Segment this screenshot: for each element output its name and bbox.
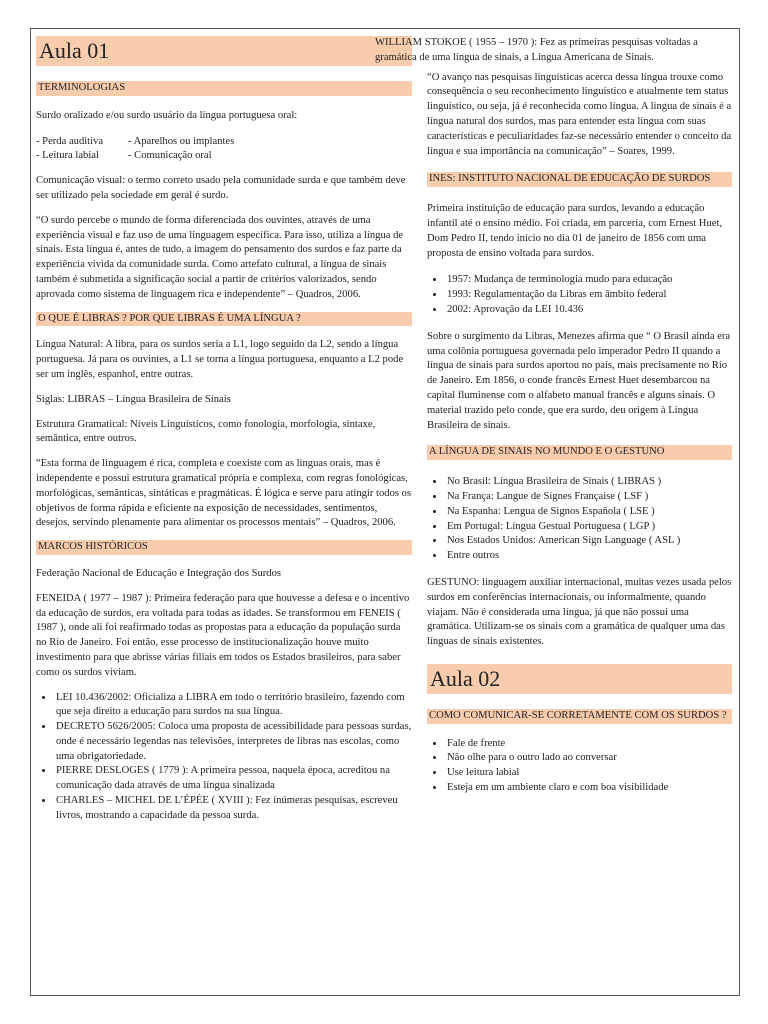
section-heading-comunicar: COMO COMUNICAR-SE CORRETAMENTE COM OS SURDOS ? — [427, 709, 732, 724]
list-item: • Na Espanha: Lengua de Signos Española ( LSE ) — [445, 505, 732, 520]
list-item: • Esteja em um ambiente claro e com boa visibilidade — [445, 781, 732, 796]
list-item-comunicacao-oral: - Comunicação oral — [128, 150, 212, 162]
list-item-perda-auditiva: - Perda auditiva — [36, 135, 104, 147]
gestuno-paragraph: GESTUNO: linguagem auxiliar internacional, muitas vezes usada pelos surdos em conferências internacionais, ou informalmente, quando viajam. Não é considerada uma língua, já que não possui uma gramática. Utilizam-se os sinais com a gramática de qualquer uma das línguas de sinais existentes. — [427, 576, 732, 648]
lingua-natural-paragraph: Língua Natural: A libra, para os surdos seria a L1, logo seguido da L2, sendo a língua portuguesa. Já para os ouvintes, a L1 se torna a língua portuguesa, enquanto a L2 pode ser um inglês, espanhol, entre outras. — [36, 339, 404, 380]
left-column — [36, 29, 412, 824]
list-item: • Nos Estados Unidos: American Sign Language ( ASL ) — [445, 534, 732, 549]
list-item: • No Brasil: Língua Brasileira de Sinais ( LIBRAS ) — [445, 475, 732, 490]
list-item: • 1993: Regulamentação da Libras em âmbito federal — [445, 288, 732, 303]
quadros-quote-1: “O surdo percebe o mundo de forma diferenciada dos ouvintes, através de uma experiência visual e faz uso de uma linguagem específica. Para isso, utiliza a língua de sinais. Esta língua é, antes de tudo, a imagem do pensamento dos surdos e faz parte da experiência vivida da comunidade surda. Como artefato cultural, a língua de sinais também é submetida a significação social a partir de critérios valorizados, sendo aprovada como sistema de linguagem rica e independente” – Quadros, 2006. — [36, 214, 404, 300]
right-column — [375, 29, 732, 796]
ines-list — [427, 273, 732, 317]
list-item: • Não olhe para o outro lado ao conversar — [445, 751, 732, 766]
list-item: • Fale de frente — [445, 737, 732, 752]
list-item: • Entre outros — [445, 549, 732, 564]
ines-paragraph: Primeira instituição de educação para surdos, levando a educação infantil até o ensino médio. Foi criada, em parceria, com Ernest Huet, Dom Pedro II, tendo início no dia 01 de janeiro de 1856 com uma proposta de ensino voltada para surdos. — [427, 203, 723, 259]
terminologias-intro: Surdo oralizado e/ou surdo usuário da língua portuguesa oral: — [36, 109, 298, 121]
lesson-title-aula-02: Aula 02 — [427, 664, 732, 694]
section-heading-ines: INES: INSTITUTO NACIONAL DE EDUCAÇÃO DE SURDOS — [427, 172, 732, 187]
lesson-title-aula-01: Aula 01 — [36, 36, 412, 66]
federacao-paragraph: Federação Nacional de Educação e Integração dos Surdos — [36, 567, 282, 579]
document-page — [30, 28, 740, 996]
marcos-list — [36, 691, 412, 824]
list-item: • Use leitura labial — [445, 766, 732, 781]
estrutura-paragraph: Estrutura Gramatical: Níveis Linguísticos, como fonologia, morfologia, sintaxe, semântica, entre outros. — [36, 418, 376, 445]
section-heading-libras: O QUE É LIBRAS ? POR QUE LIBRAS É UMA LÍNGUA ? — [36, 312, 412, 327]
list-item: • 2002: Aprovação da LEI 10.436 — [445, 303, 732, 318]
terminologias-list-row-1 — [36, 135, 412, 150]
menezes-paragraph: Sobre o surgimento da Libras, Menezes afirma que “ O Brasil ainda era uma colônia portuguesa governada pelo imperador Pedro II quando a língua de sinais para surdos aportou no país, mais precisamente no Rio de Janeiro. Em 1856, o conde francês Ernest Huet desembarcou na capital fluminense com o alfabeto manual francês e alguns sinais. O material trazido pelo conde, que era surdo, deu origem à Língua Brasileira de sinais. — [427, 330, 731, 431]
quadros-quote-2: “Esta forma de linguagem é rica, completa e coexiste com as línguas orais, mas é independente e possui estrutura gramatical própria e complexa, com regras fonológicas, morfológicas, semânticas, sintáticas e pragmáticas. É lógica e serve para atingir todos os objetivos de forma rápida e eficiente na exposição de necessidades, sentimentos, desejos, servindo plenamente para alimentar os processos mentais” – Quadros, 2006. — [36, 458, 412, 529]
comunicar-list — [427, 737, 732, 796]
list-item: • Em Portugal: Língua Gestual Portuguesa ( LGP ) — [445, 520, 732, 535]
list-item: • PIERRE DESLOGES ( 1779 ): A primeira pessoa, naquela época, acreditou na comunicação dada através de uma língua sinalizada — [54, 764, 412, 794]
terminologias-list-row-2 — [36, 149, 412, 164]
feneida-paragraph: FENEIDA ( 1977 – 1987 ): Primeira federação para que houvesse a defesa e o incentivo da educação de surdos, era voltada para todas as idades. Se transformou em FENEIS ( 1987 ), onde ali foi reafirmado todas as propostas para a educação da população surda no Rio de Janeiro. Foi então, esse processo de institucionalização houve muito investimento para que abrisse várias filiais em todos os Estados brasileiros, para saber como os surdos viviam. — [36, 592, 410, 678]
stokoe-paragraph: WILLIAM STOKOE ( 1955 – 1970 ): Fez as primeiras pesquisas voltadas a gramática de uma língua de sinais, a Língua Americana de Sinais. — [375, 37, 698, 63]
section-heading-terminologias: TERMINOLOGIAS — [36, 81, 412, 96]
list-item-aparelhos: - Aparelhos ou implantes — [128, 135, 235, 147]
list-item: • DECRETO 5626/2005: Coloca uma proposta de acessibilidade para pessoas surdas, onde é necessário legendas nas televisões, interpretes de libras nas escolas, como uma obrigatoriedade. — [54, 720, 412, 764]
comunicacao-visual-paragraph: Comunicação visual: o termo correto usado pela comunidade surda e que também deve ser utilizado pela sociedade em geral é surdo. — [36, 175, 406, 201]
list-item: • LEI 10.436/2002: Oficializa a LIBRA em todo o território brasileiro, fazendo com que seja direito a educação para surdos na sua língua. — [54, 691, 412, 721]
list-item-leitura-labial: - Leitura labial — [36, 150, 99, 162]
section-heading-mundo: A LÍNGUA DE SINAIS NO MUNDO E O GESTUNO — [427, 445, 732, 460]
list-item: • 1957: Mudança de terminologia mudo para educação — [445, 273, 732, 288]
list-item: • Na França: Langue de Signes Française ( LSF ) — [445, 490, 732, 505]
mundo-list — [427, 475, 732, 564]
section-heading-marcos: MARCOS HISTÓRICOS — [36, 540, 412, 555]
soares-quote: “O avanço nas pesquisas linguísticas acerca dessa língua trouxe como consequência o seu reconhecimento linguístico e atualmente tem status linguístico, ou seja, já é reconhecida como língua. A língua de sinais é a língua natural dos surdos, mas para entender esta língua com suas características e peculiaridades faz-se necessário entender o conceito da língua e sua importância na comunicação” – Soares, 1999. — [427, 71, 732, 157]
list-item: • CHARLES – MICHEL DE L’ÉPÉE ( XVIII ): Fez inúmeras pesquisas, escreveu livros, mostrando a capacidade da pessoa surda. — [54, 794, 412, 824]
siglas-paragraph: Siglas: LIBRAS – Língua Brasileira de Sinais — [36, 393, 231, 405]
